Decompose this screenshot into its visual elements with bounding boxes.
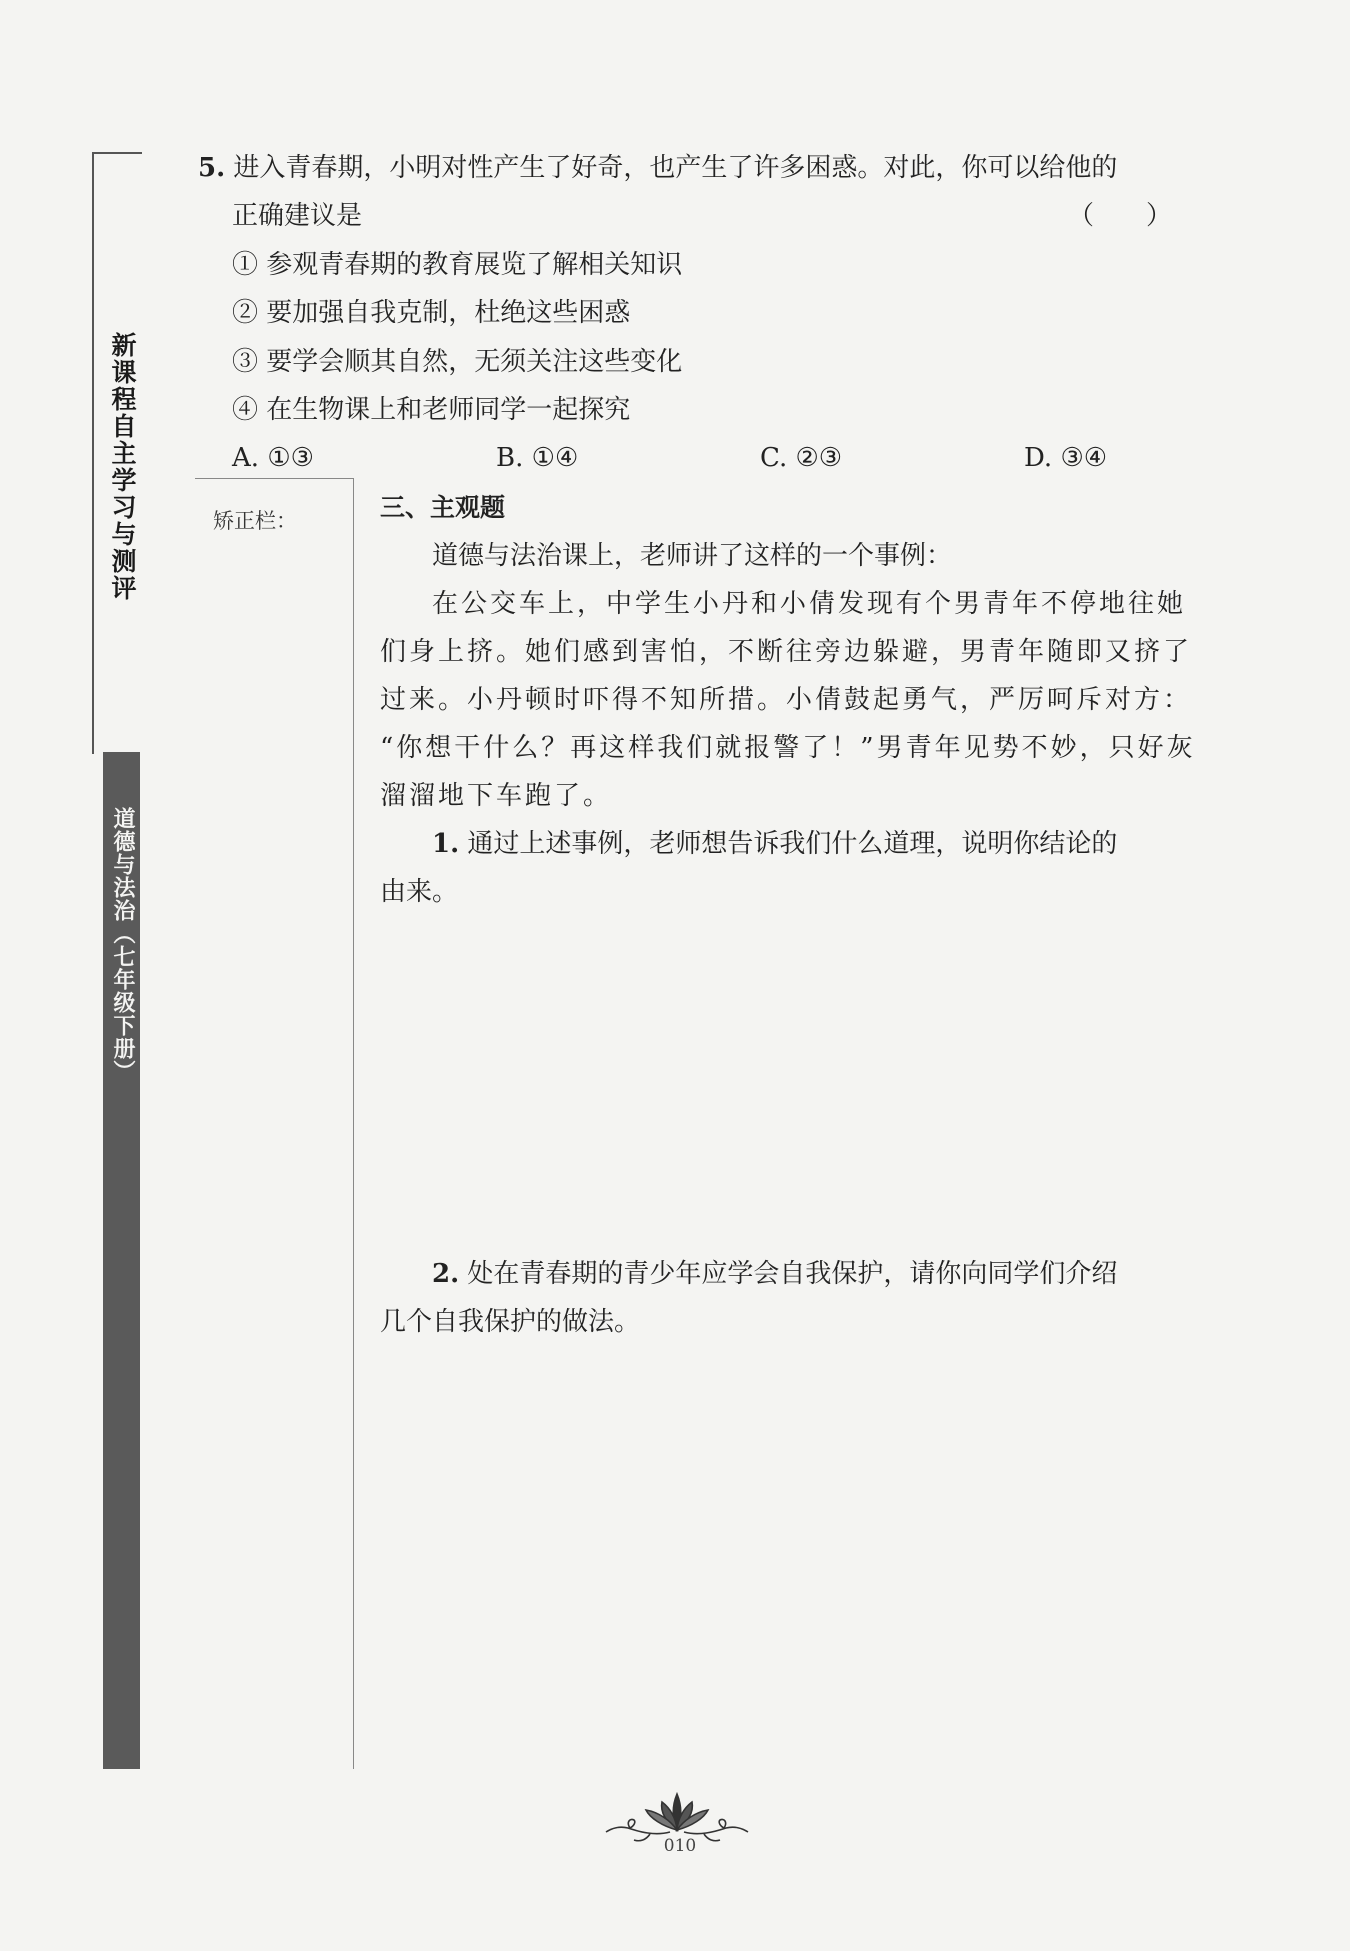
statement-2: ② 要加强自我克制，杜绝这些困惑: [232, 298, 631, 328]
story-line: 溜溜地下车跑了。: [380, 781, 613, 811]
question-5-stem-text: 进入青春期，小明对性产生了好奇，也产生了许多困惑。对此，你可以给他的: [233, 153, 1118, 183]
sidebar-series-tab: [92, 152, 142, 754]
option-c-letter: C.: [760, 443, 788, 473]
option-d-letter: D.: [1024, 443, 1053, 473]
story-line: 们身上挤。她们感到害怕，不断往旁边躲避，男青年随即又挤了: [380, 637, 1193, 667]
option-b[interactable]: [496, 440, 578, 476]
sub-question-2-number: 2.: [432, 1259, 460, 1289]
page-number: 010: [663, 1836, 697, 1856]
statement-1: ① 参观青春期的教育展览了解相关知识: [232, 250, 683, 280]
question-5-number: 5.: [198, 153, 226, 183]
section-3-heading: 三、主观题: [380, 493, 506, 522]
sub-question-1-line2: 由来。: [380, 877, 459, 907]
option-d-value: ③④: [1060, 443, 1108, 473]
option-a-value: ①③: [267, 443, 314, 473]
sub-question-1-line1: [432, 826, 1117, 862]
answer-blank[interactable]: （ ）: [1068, 201, 1173, 231]
option-c[interactable]: [760, 440, 842, 476]
series-title: 新课程自主学习与测评: [108, 332, 137, 602]
option-a[interactable]: [232, 440, 314, 476]
correction-column[interactable]: [195, 478, 354, 1769]
section-3-intro: 道德与法治课上，老师讲了这样的一个事例：: [432, 541, 953, 571]
story-line: 在公交车上，中学生小丹和小倩发现有个男青年不停地往她: [432, 589, 1187, 619]
sub-question-1-text: 通过上述事例，老师想告诉我们什么道理，说明你结论的: [467, 829, 1118, 859]
option-d[interactable]: [1024, 440, 1107, 476]
story-line: “你想干什么？再这样我们就报警了！”男青年见势不妙，只好灰: [380, 733, 1196, 763]
sub-question-2-line1: [432, 1256, 1117, 1292]
option-b-letter: B.: [496, 443, 524, 473]
option-b-value: ①④: [531, 443, 579, 473]
sub-question-1-number: 1.: [432, 829, 460, 859]
question-5-stem-line1: [198, 150, 1117, 186]
option-a-letter: A.: [232, 443, 260, 473]
statement-4: ④ 在生物课上和老师同学一起探究: [232, 395, 631, 425]
statement-3: ③ 要学会顺其自然，无须关注这些变化: [232, 347, 683, 377]
correction-label: 矫正栏：: [213, 509, 297, 533]
subject-title: 道德与法治（七年级下册）: [110, 807, 135, 1083]
sub-question-2-text: 处在青春期的青少年应学会自我保护，请你向同学们介绍: [467, 1259, 1118, 1289]
question-5-stem-line2: 正确建议是: [232, 201, 363, 231]
story-line: 过来。小丹顿时吓得不知所措。小倩鼓起勇气，严厉呵斥对方：: [380, 685, 1193, 715]
sub-question-2-line2: 几个自我保护的做法。: [380, 1307, 641, 1337]
option-c-value: ②③: [795, 443, 843, 473]
sidebar-subject-tab: [103, 752, 140, 1769]
